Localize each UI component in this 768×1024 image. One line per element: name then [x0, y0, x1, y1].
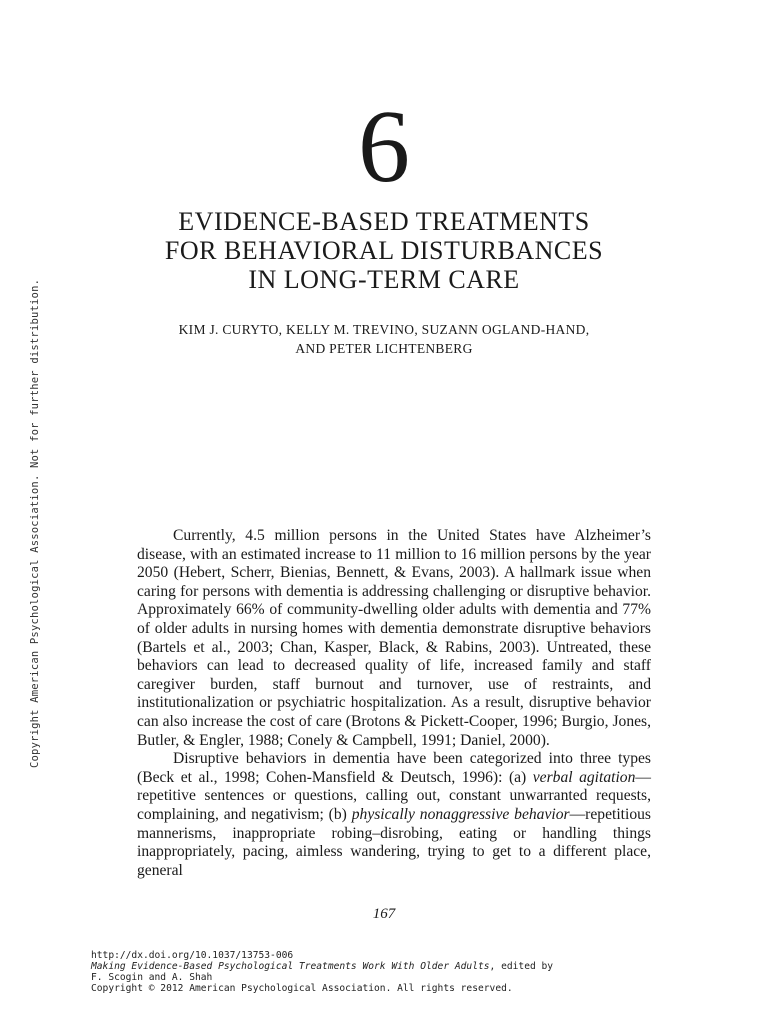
chapter-number: 6 [358, 89, 410, 204]
paragraph: Currently, 4.5 million persons in the United States have Alzheimer’s disease, with an estimated increase to 11 million to 16 million persons by the year 2050 (Hebert, Scherr, Bienias, Bennett, & Evans, 2003). A hallmark issue when caring for persons with dementia is addressing challenging or disruptive behavior. Approximately 66% of community-dwelling older adults with dementia and 77% of older adults in nursing homes with dementia demonstrate disruptive behaviors (Bartels et al., 2003; Chan, Kasper, Black, & Rabins, 2003). Untreated, these behaviors can lead to decreased quality of life, increased family and staff caregiver burden, staff burnout and turnover, use of restraints, and institutionalization or psychiatric hospitalization. As a result, disruptive behavior can also increase the cost of care (Brotons & Pickett-Cooper, 1996; Burgio, Jones, Butler, & Engler, 1988; Conely & Campbell, 1991; Daniel, 2000). [137, 527, 651, 749]
copyright-line: Copyright © 2012 American Psychological Association. All rights reserved. [91, 983, 513, 994]
doi-link[interactable]: http://dx.doi.org/10.1037/13753-006 [91, 950, 294, 961]
chapter-title-line: EVIDENCE-BASED TREATMENTS [178, 207, 590, 236]
chapter-authors [120, 320, 648, 358]
citation-footer [91, 950, 553, 994]
paragraph-text: Disruptive behaviors in dementia have been categorized into three types (Beck et al., 1998; Cohen-Mansfield & Deutsch, 1996): (a) [137, 750, 651, 786]
chapter-title-line: IN LONG-TERM CARE [248, 265, 520, 294]
term-physically-nonaggressive: physically nonaggressive behavior [351, 805, 570, 823]
paragraph [137, 750, 651, 880]
copyright-side-note: Copyright American Psychological Association. Not for further distribution. [29, 278, 41, 768]
chapter-title [120, 207, 648, 294]
editors: F. Scogin and A. Shah [91, 972, 213, 983]
author-line: KIM J. CURYTO, KELLY M. TREVINO, SUZANN OGLAND-HAND, [178, 322, 590, 337]
edited-by: , edited by [489, 961, 554, 972]
page-number: 167 [372, 906, 396, 922]
term-verbal-agitation: verbal agitation [532, 768, 636, 786]
book-citation [91, 961, 553, 972]
author-line: AND PETER LICHTENBERG [295, 341, 473, 356]
book-title: Making Evidence-Based Psychological Treatments Work With Older Adults [91, 961, 490, 972]
paragraph-text: —repetitious mannerisms, inappropriate robing–disrobing, eating or handling things inappropriately, pacing, aimless wandering, trying to get to a different place, general [137, 805, 651, 879]
paragraph-text: —repetitive sentences or questions, calling out, constant unwarranted requests, complaining, and negativism; (b) [137, 768, 651, 823]
chapter-title-line: FOR BEHAVIORAL DISTURBANCES [164, 236, 604, 265]
body-text [137, 527, 651, 880]
